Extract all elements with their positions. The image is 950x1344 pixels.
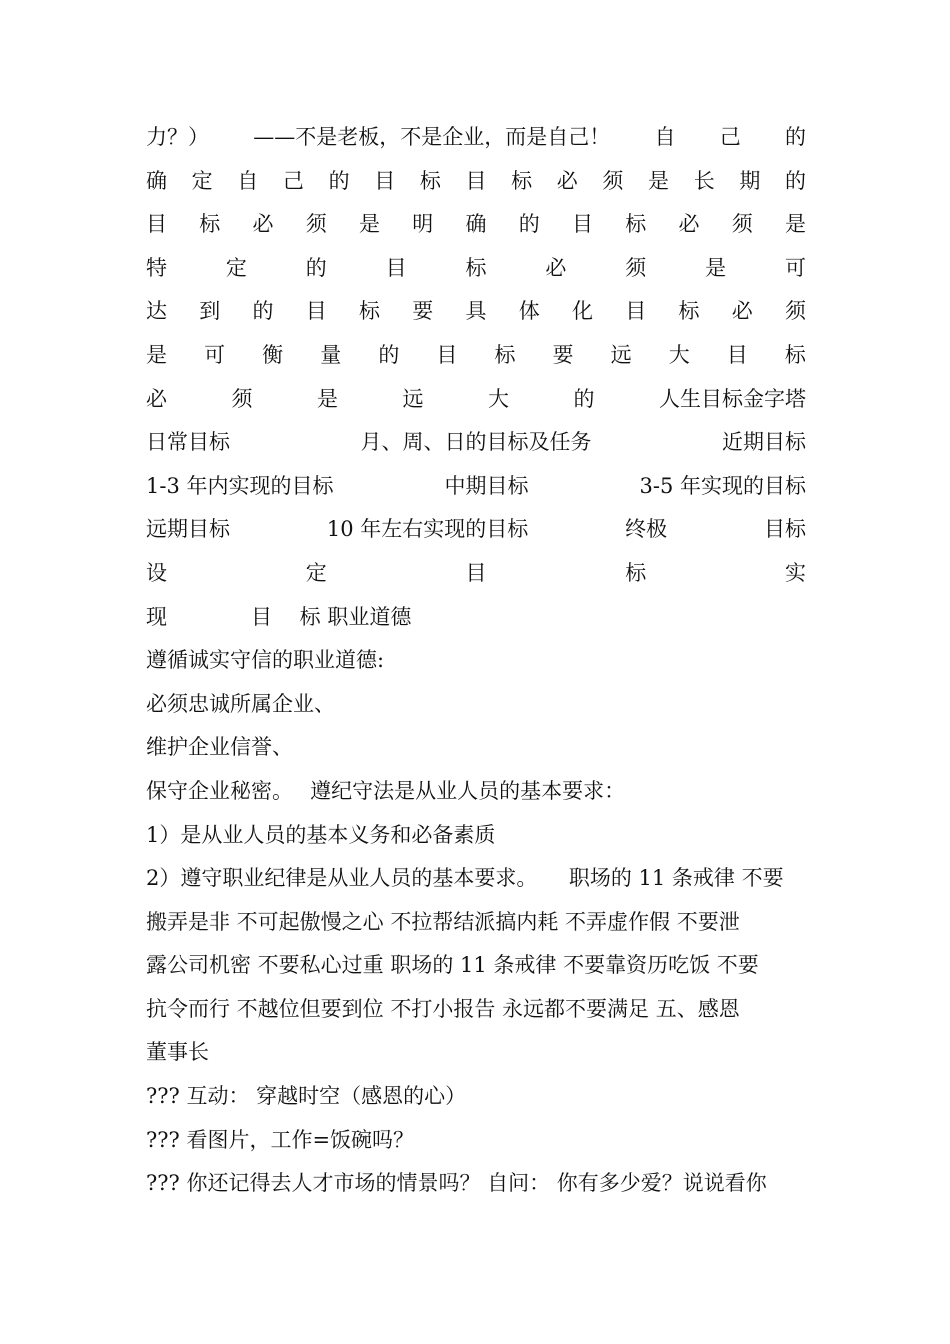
document-body: [146, 116, 806, 1206]
text-token: 标: [625, 212, 647, 237]
text-token: 标: [199, 212, 221, 237]
text-line: [146, 552, 806, 596]
text-token: 标: [511, 168, 533, 193]
text-token: 体: [518, 299, 540, 324]
text-token: 是: [359, 212, 380, 237]
text-token: 须: [785, 299, 806, 324]
text-line: [146, 160, 806, 204]
text-token: 须: [625, 255, 647, 280]
text-token: 要: [552, 342, 574, 367]
text-token: 必: [252, 212, 274, 237]
text-token: 大: [668, 342, 690, 367]
text-token: 是: [146, 342, 167, 367]
text-line: [146, 508, 806, 552]
text-line: [146, 465, 806, 509]
text-token: 长: [693, 168, 715, 193]
text-token: 是: [648, 168, 670, 193]
text-token: 目: [572, 212, 593, 237]
text-token: 标: [359, 299, 380, 324]
text-token: 实: [785, 560, 806, 585]
text-token: 3-5 年实现的目标: [639, 473, 806, 498]
text-token: 目: [146, 212, 167, 237]
text-token: 终极: [625, 517, 668, 542]
text-token: 化: [572, 299, 593, 324]
text-token: 必: [556, 168, 578, 193]
text-token: 标: [784, 342, 806, 367]
text-line: [146, 116, 806, 160]
text-token: 的: [305, 255, 327, 280]
text-token: 确: [146, 168, 167, 193]
text-token: 可: [785, 255, 806, 280]
text-line: 遵循诚实守信的职业道德:: [146, 648, 385, 673]
text-token: 到: [199, 299, 221, 324]
text-token: 目: [385, 255, 407, 280]
text-token: 的: [328, 168, 350, 193]
text-token: 标: [494, 342, 516, 367]
text-token: 目: [436, 342, 458, 367]
text-token: ——不是老板，不是企业，而是自己！: [253, 125, 611, 149]
text-token: 标: [465, 255, 487, 280]
text-line: ??? 看图片，工作=饭碗吗？: [146, 1127, 415, 1152]
text-line: [146, 290, 806, 334]
text-token: 明: [412, 212, 434, 237]
text-token: 目: [305, 299, 327, 324]
text-token: 的: [784, 168, 806, 193]
text-token: 自: [237, 168, 259, 193]
text-token: 标: [419, 168, 441, 193]
text-token: 特: [146, 255, 167, 280]
text-token: 己: [719, 125, 741, 149]
text-token: 定: [305, 560, 327, 585]
text-token: 必: [545, 255, 567, 280]
text-token: 须: [731, 212, 753, 237]
text-token: 10 年左右实现的目标: [326, 517, 529, 542]
text-token: 必: [731, 299, 753, 324]
text-token: 要: [412, 299, 434, 324]
text-token: 确: [465, 212, 487, 237]
text-token: 近期目标: [722, 430, 806, 455]
text-line: [146, 203, 806, 247]
text-line: 1）是从业人员的基本义务和必备素质: [146, 822, 496, 847]
text-token: 量: [320, 342, 342, 367]
text-token: 定: [191, 168, 213, 193]
text-token: 的: [378, 342, 400, 367]
text-token: 定: [225, 255, 247, 280]
text-token: 目: [625, 299, 647, 324]
text-token: 远: [402, 386, 424, 411]
text-token: 己: [282, 168, 304, 193]
text-token: 可: [204, 342, 226, 367]
text-line: 必须忠诚所属企业、: [146, 691, 335, 716]
text-token: 具: [465, 299, 487, 324]
text-token: 衡: [262, 342, 284, 367]
text-token: 中期目标: [444, 473, 529, 498]
text-line: 董事长: [146, 1040, 209, 1065]
text-token: 力？）: [146, 125, 209, 149]
text-token: 目标: [763, 517, 806, 542]
text-token: 是: [317, 386, 338, 411]
text-line: [146, 334, 806, 378]
text-token: 目: [374, 168, 396, 193]
text-token: 是: [785, 212, 806, 237]
text-line: 抗令而行 不越位但要到位 不打小报告 永远都不要满足 五、感恩: [146, 996, 740, 1021]
text-token: 自: [654, 125, 676, 149]
text-token: 的: [252, 299, 274, 324]
text-token: 必: [678, 212, 700, 237]
text-token: 标: [625, 560, 647, 585]
text-token: 目: [726, 342, 748, 367]
text-line: [146, 378, 806, 422]
text-line: 现 目 标 职业道德: [146, 604, 412, 629]
text-token: 目: [465, 168, 487, 193]
text-token: 月、周、日的目标及任务: [360, 430, 592, 455]
text-line: ??? 你还记得去人才市场的情景吗？ 自问： 你有多少爱？说说看你: [146, 1171, 767, 1196]
text-line: 维护企业信誉、: [146, 735, 293, 760]
text-token: 必: [146, 386, 167, 411]
text-token: 须: [305, 212, 327, 237]
text-token: 人生目标金字塔: [659, 386, 806, 411]
text-line: 露公司机密 不要私心过重 职场的 11 条戒律 不要靠资历吃饭 不要: [146, 953, 759, 978]
text-token: 远期目标: [146, 517, 230, 542]
text-token: 设: [146, 560, 167, 585]
text-line: 2）遵守职业纪律是从业人员的基本要求。 职场的 11 条戒律 不要: [146, 866, 784, 891]
text-line: [146, 421, 806, 465]
text-token: 目: [465, 560, 487, 585]
text-line: ??? 互动： 穿越时空（感恩的心）: [146, 1084, 467, 1109]
text-token: 是: [705, 255, 727, 280]
text-token: 须: [231, 386, 253, 411]
text-token: 远: [610, 342, 632, 367]
text-token: 的: [518, 212, 540, 237]
text-token: 1-3 年内实现的目标: [146, 473, 334, 498]
text-token: 期: [739, 168, 761, 193]
text-token: 大: [488, 386, 509, 411]
text-token: 日常目标: [146, 430, 230, 455]
text-token: 标: [678, 299, 700, 324]
text-line: [146, 247, 806, 291]
text-line: 搬弄是非 不可起傲慢之心 不拉帮结派搞内耗 不弄虚作假 不要泄: [146, 909, 740, 934]
text-token: 的: [573, 386, 595, 411]
text-token: 的: [785, 125, 806, 149]
text-token: 须: [602, 168, 624, 193]
text-line: 保守企业秘密。 遵纪守法是从业人员的基本要求：: [146, 778, 626, 803]
text-token: 达: [146, 299, 167, 324]
